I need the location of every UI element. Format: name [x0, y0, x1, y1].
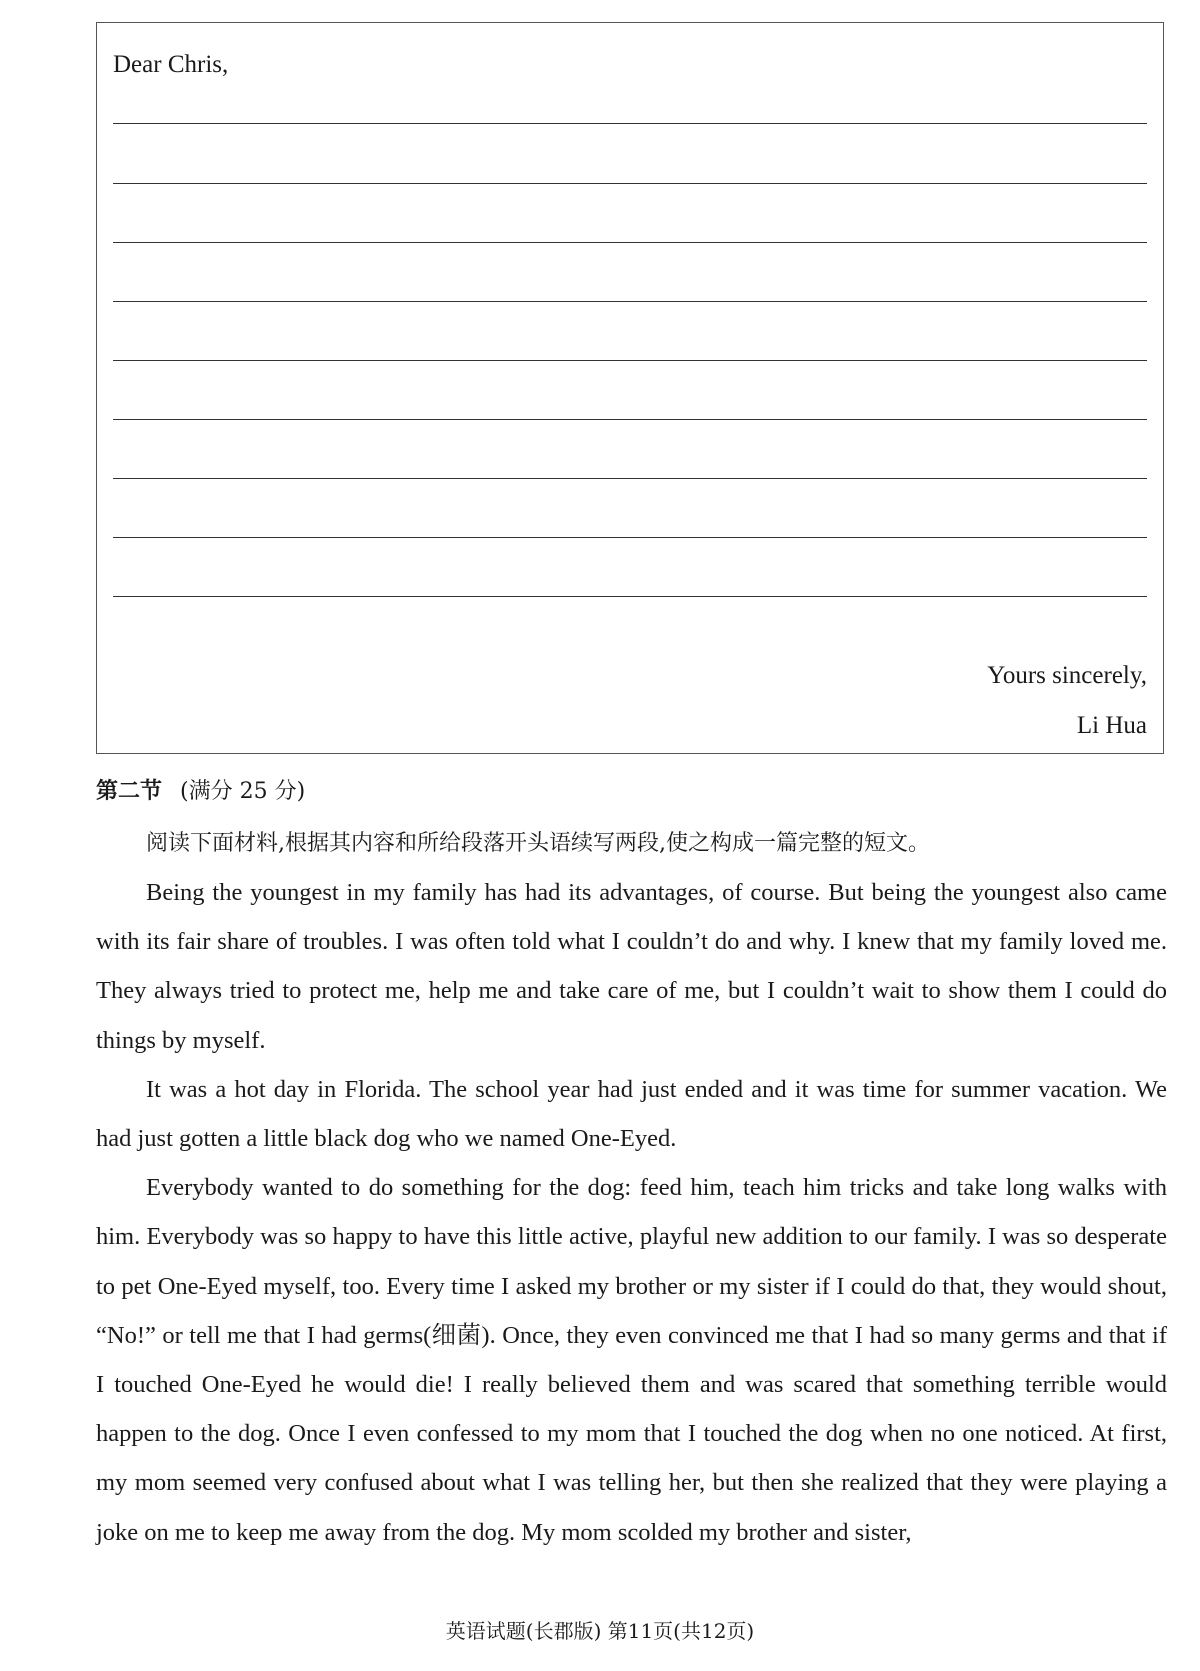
writing-line — [113, 242, 1147, 243]
writing-line — [113, 596, 1147, 597]
writing-line — [113, 478, 1147, 479]
writing-line — [113, 301, 1147, 302]
section-heading — [96, 774, 305, 805]
passage-paragraph: Being the youngest in my family has had its advantages, of course. But being the youngest also came with its fair share of troubles. I was often told what I couldn’t do and why. I knew that my family loved me. They always tried to protect me, help me and take care of me, but I couldn’t wait to show them I could do things by myself. — [96, 879, 1167, 1054]
section-instruction: 阅读下面材料,根据其内容和所给段落开头语续写两段,使之构成一篇完整的短文。 — [146, 831, 930, 856]
passage-paragraph: Everybody wanted to do something for the dog: feed him, teach him tricks and take long walks with him. Everybody was so happy to have this little active, playful new addition to our family. I was so desperate to pet One-Eyed myself, too. Every time I asked my brother or my sister if I could do that, they would shout, “No!” or tell me that I had germs(细菌). Once, they even convinced me that I had so many germs and that if I touched One-Eyed he would die! I really believed them and was scared that something terrible would happen to the dog. Once I even confessed to my mom that I touched the dog when no one noticed. At first, my mom seemed very confused about what I was telling her, but then she realized that they were playing a joke on me to keep me away from the dog. My mom scolded my brother and sister, — [96, 1174, 1167, 1546]
letter-writing-box — [96, 22, 1164, 754]
letter-signature: Li Hua — [1076, 712, 1147, 739]
writing-line — [113, 419, 1147, 420]
letter-salutation: Dear Chris, — [113, 51, 229, 78]
passage-paragraph: It was a hot day in Florida. The school year had just ended and it was time for summer vacation. We had just gotten a little black dog who we named One-Eyed. — [96, 1075, 1167, 1153]
page-footer: 英语试题(长郡版) 第11页(共12页) — [445, 1619, 755, 1643]
writing-line — [113, 360, 1147, 361]
letter-closing-block — [987, 651, 1147, 751]
letter-closing: Yours sincerely, — [987, 662, 1147, 689]
writing-line — [113, 537, 1147, 538]
writing-line — [113, 123, 1147, 124]
section-title: 第二节 — [96, 778, 163, 804]
reading-passage — [96, 868, 1167, 1557]
section-score: (满分 25 分) — [180, 779, 306, 804]
writing-line — [113, 183, 1147, 184]
